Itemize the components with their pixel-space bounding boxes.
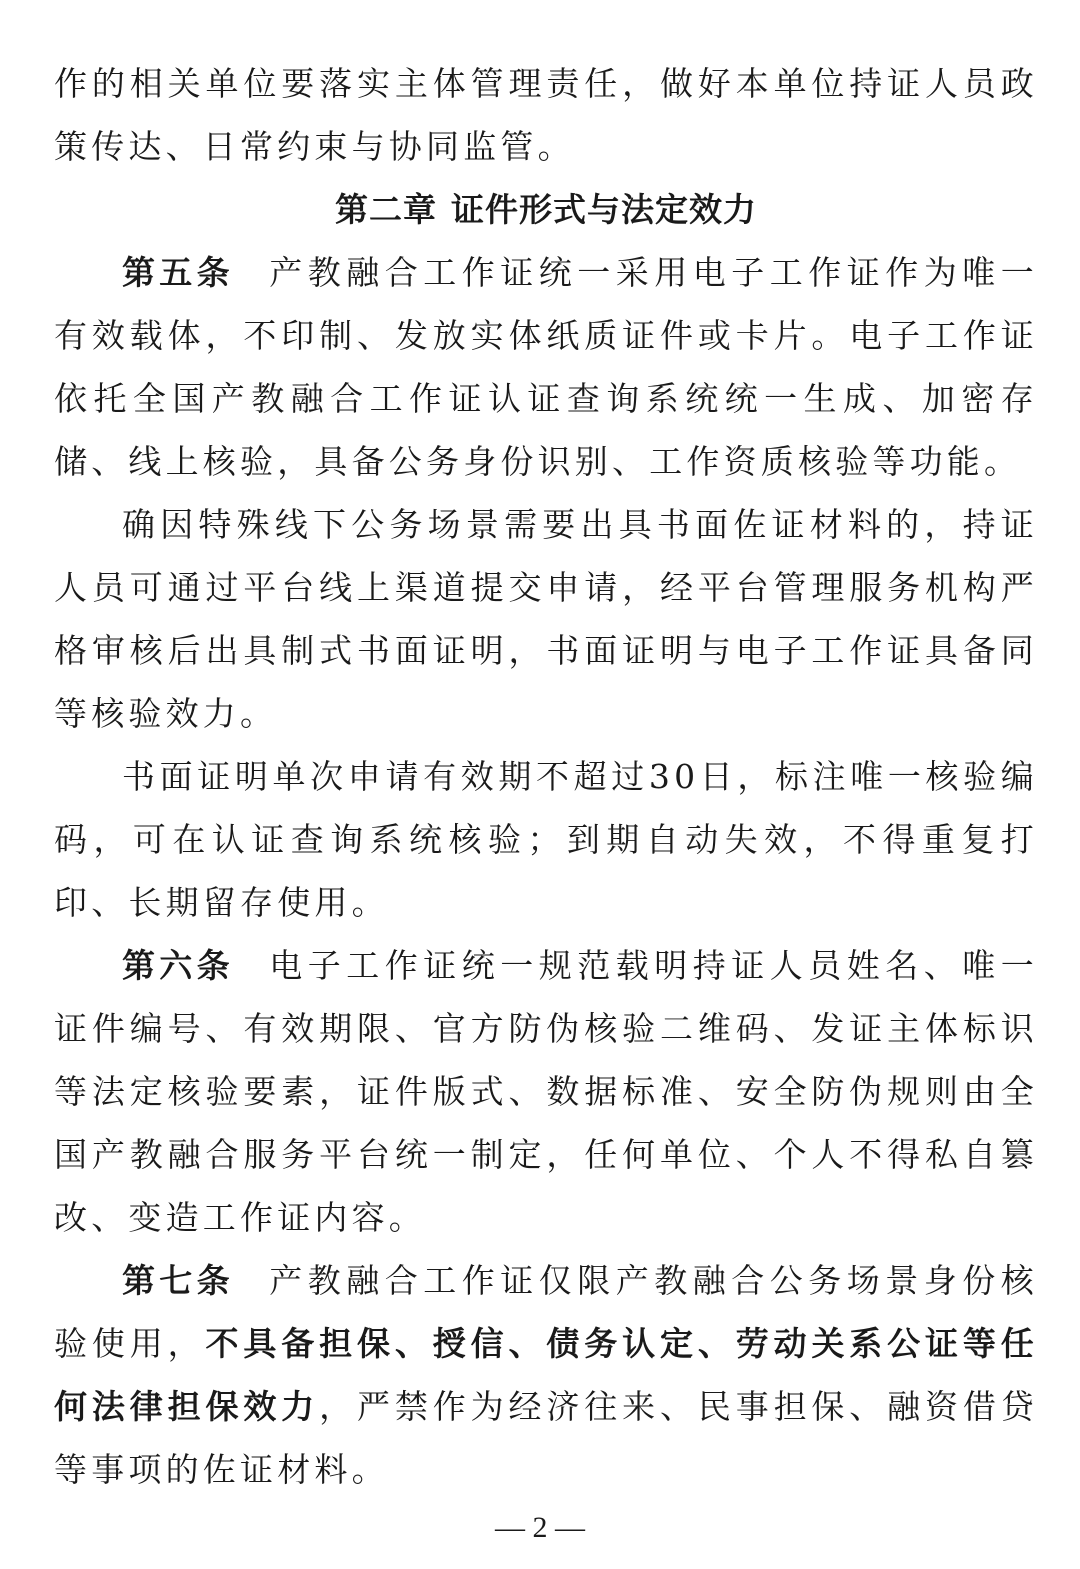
chapter-number: 第二章 — [335, 190, 437, 229]
article-5-paragraph-1 — [54, 241, 1038, 493]
article-6-paragraph — [54, 934, 1038, 1249]
article-5-paragraph-3: 书面证明单次申请有效期不超过30日，标注唯一核验编码，可在认证查询系统核验；到期自动失效，不得重复打印、长期留存使用。 — [54, 757, 1038, 922]
chapter-heading — [54, 178, 1038, 241]
intro-paragraph: 作的相关单位要落实主体管理责任，做好本单位持证人员政策传达、日常约束与协同监管。 — [54, 64, 1038, 166]
chapter-title: 证件形式与法定效力 — [451, 190, 757, 229]
article-7-paragraph — [54, 1249, 1038, 1501]
article-7-label: 第七条 — [122, 1261, 234, 1300]
article-6-label: 第六条 — [122, 946, 234, 985]
article-7-text-start: 产教融合工作证仅限产教融合公务场景身份核验使用， — [54, 1261, 1039, 1363]
article-7-bold-text: 不具备担保、授信、债务认定、劳动关系公证等任何法律担保效力 — [54, 1324, 1038, 1426]
page-number: — 2 — — [495, 1511, 585, 1544]
article-5-paragraph-2: 确因特殊线下公务场景需要出具书面佐证材料的，持证人员可通过平台线上渠道提交申请，经平台管理服务机构严格审核后出具制式书面证明，书面证明与电子工作证具备同等核验效力。 — [54, 505, 1038, 733]
document-page — [54, 52, 1038, 1501]
article-5-text-1: 产教融合工作证统一采用电子工作证作为唯一有效载体，不印制、发放实体纸质证件或卡片。电子工作证依托全国产教融合工作证认证查询系统统一生成、加密存储、线上核验，具备公务身份识别、工作资质核验等功能。 — [54, 253, 1039, 481]
article-5-label: 第五条 — [122, 253, 234, 292]
article-7-text-end: ，严禁作为经济往来、民事担保、融资借贷等事项的佐证材料。 — [54, 1387, 1038, 1489]
article-6-text: 电子工作证统一规范载明持证人员姓名、唯一证件编号、有效期限、官方防伪核验二维码、发证主体标识等法定核验要素，证件版式、数据标准、安全防伪规则由全国产教融合服务平台统一制定，任何单位、个人不得私自篡改、变造工作证内容。 — [54, 946, 1039, 1237]
